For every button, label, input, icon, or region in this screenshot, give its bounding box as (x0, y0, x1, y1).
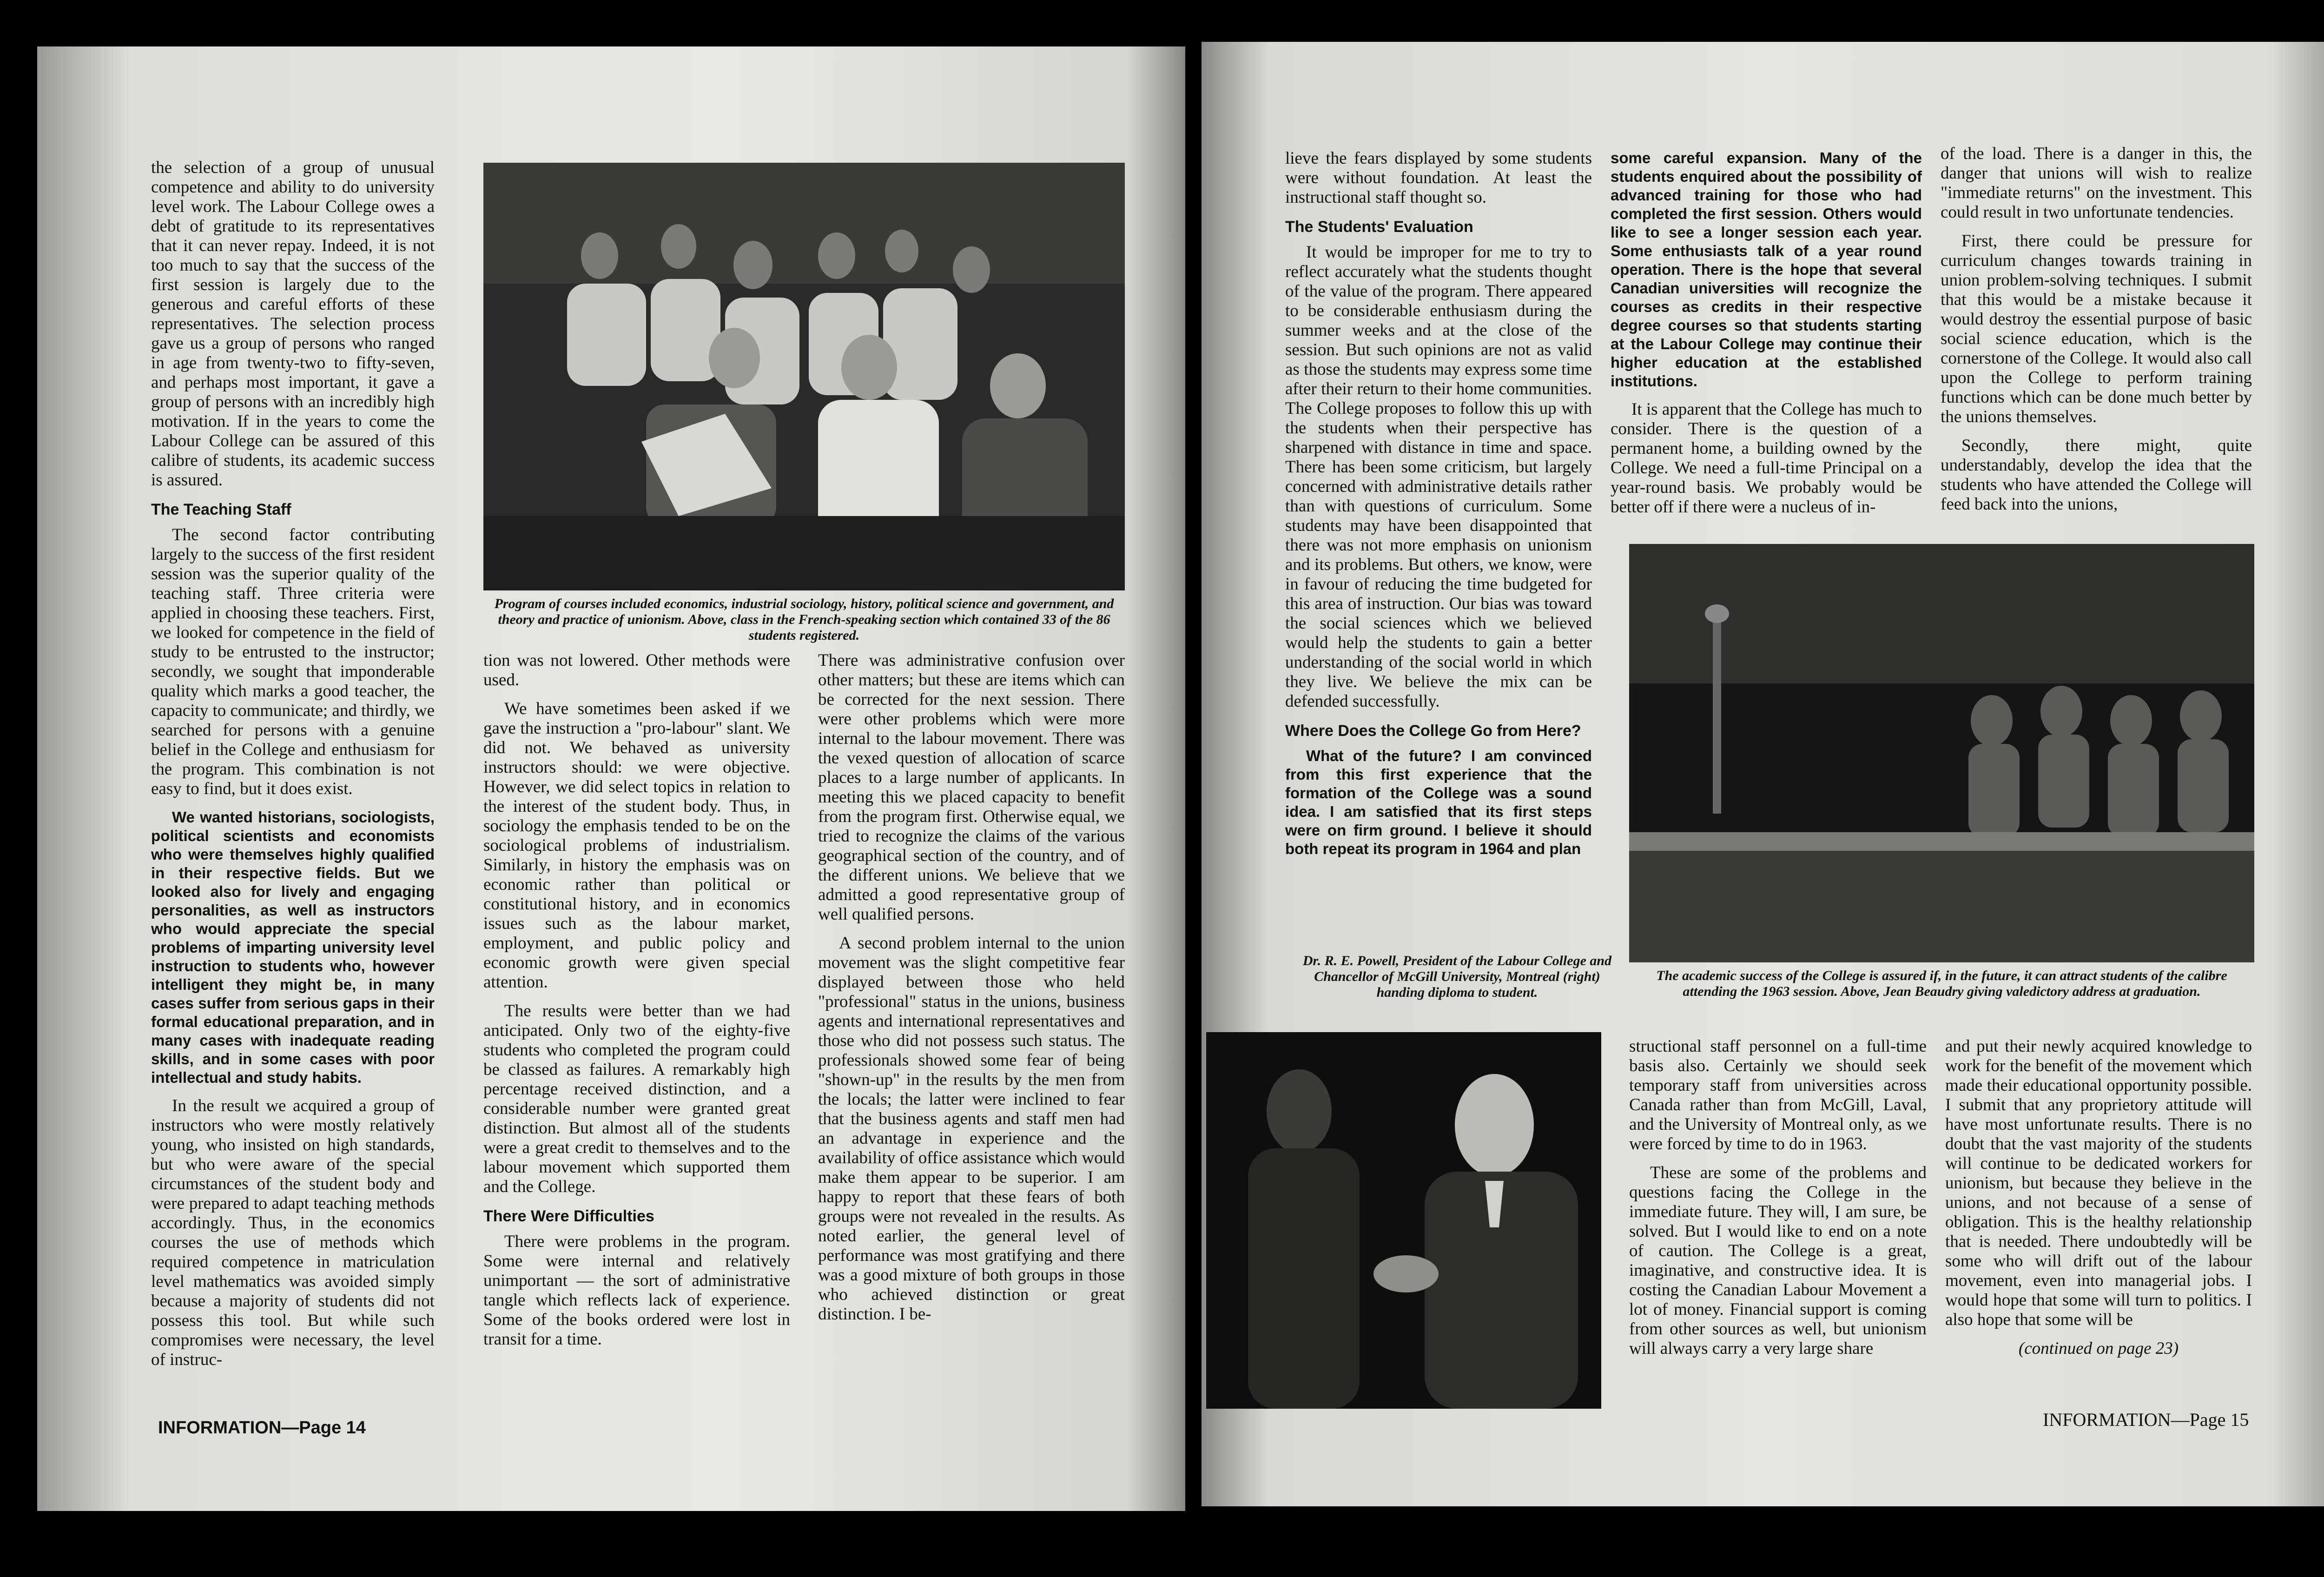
right-col3-p3: Secondly, there might, quite understandably, develop the idea that the students who have attended the College will feed back into the unions, (1941, 436, 2252, 514)
left-col2-p3: The results were better than we had anticipated. Only two of the eighty-five students who completed the program could be classed as failures. A remarkably high percentage received distinction, and a considerable number were granted great distinction. But almost all of the students were a great credit to themselves and to the labour movement which supported them and the College. (483, 1001, 790, 1196)
right-col5-p1: and put their newly acquired knowledge to work for the benefit of the movement which made their educational opportunity possible. I submit that any proprietory attitude will have most unfortunate results. There is no doubt that the vast majority of the students will continue to be dedicated workers for unionism, but because they believe in the unions, and not because of a sense of obligation. This is the healthy relationship that is needed. There undoubtedly will be some who will drift out of the labour movement, even into managerial jobs. I would hope that some will turn to politics. I also hope that some will be (1945, 1037, 2252, 1329)
left-column-2 (483, 651, 790, 1358)
right-column-1 (1285, 149, 1592, 868)
left-col2-p4: There were problems in the program. Some were internal and relatively unimportant — the sort of administrative tangle which reflects lack of experience. Some of the books ordered were lost in transit for a time. (483, 1232, 790, 1349)
right-col1-p1: lieve the fears displayed by some students were without foundation. At least the instructional staff thought so. (1285, 149, 1592, 207)
diploma-caption: Dr. R. E. Powell, President of the Labour College and Chancellor of McGill University, Montreal (right) handing diploma to student. (1302, 953, 1612, 1000)
graduation-photo (1629, 544, 2254, 962)
left-col2-p1: tion was not lowered. Other methods were used. (483, 651, 790, 689)
right-col4-p1: structional staff personnel on a full-time basis also. Certainly we should seek temporary staff from universities across Canada rather than from McGill, Laval, and the University of Montreal only, as we were forced by time to do in 1963. (1629, 1037, 1927, 1153)
graduation-photo-caption: The academic success of the College is assured if, in the future, it can attract students of the calibre attending the 1963 session. Above, Jean Beaudry giving valedictory address at graduation. (1656, 968, 2227, 999)
graduation-photo-image (1629, 544, 2254, 962)
left-column-3 (818, 651, 1125, 1333)
right-col2-bold: some careful expansion. Many of the students enquired about the possibility of advanced training for those who had completed the first session. Others would like to see a longer session each year. Some enthusiasts talk of a year round operation. There is the hope that several Canadian universities will recognize the courses as credits in their respective degree courses so that students starting at the Labour College may continue their higher education at the established institutions. (1611, 149, 1922, 390)
right-col2-p2: It is apparent that the College has much to consider. There is the question of a permanent home, a building owned by the College. We need a full-time Principal on a year-round basis. We probably would be better off if there were a nucleus of in- (1611, 400, 1922, 517)
classroom-photo (483, 163, 1125, 590)
right-page-footer: INFORMATION—Page 15 (2043, 1409, 2249, 1430)
left-col1-bold-quote: We wanted historians, sociologists, political scientists and economists who were themselves highly qualified in their respective fields. But we looked also for lively and engaging personalities, as well as instructors who would appreciate the special problems of imparting university level instruction to students who, however intelligent they might be, in many cases suffer from serious gaps in their formal educational preparation, and in many cases with inadequate reading skills, and in some cases with poor intellectual and study habits. (151, 808, 435, 1086)
left-col2-p2: We have sometimes been asked if we gave the instruction a "pro-labour" slant. We did not. We behaved as university instructors should: we were objective. However, we did select topics in relation to the interest of the student body. Thus, in sociology the emphasis tended to be on the sociological problems of industrialism. Similarly, in history the emphasis was on economic rather than political or constitutional history, and in economics issues such as the labour market, employment, and public policy and economic growth were given special attention. (483, 699, 790, 992)
diploma-photo (1206, 1032, 1601, 1409)
left-col3-p2: A second problem internal to the union movement was the slight competitive fear displayed between those who held "professional" status in the unions, business agents and international representatives and those who did not possess such status. The professionals showed some fear of being "shown-up" in the results by the men from the locals; the latter were inclined to fear that the business agents and staff men had an advantage in experience and the availability of office assistance which would make them appear to be superior. I am happy to report that these fears of both groups were not revealed in the results. As noted earlier, the general level of performance was most gratifying and there was a good mixture of both groups in those who achieved distinction or great distinction. I be- (818, 934, 1125, 1324)
diploma-photo-image (1206, 1032, 1601, 1409)
right-column-4 (1629, 1037, 1927, 1368)
continued-note: (continued on page 23) (2018, 1339, 2179, 1358)
left-page-footer: INFORMATION—Page 14 (158, 1418, 366, 1438)
right-column-3 (1941, 144, 2252, 523)
right-page (1202, 42, 2324, 1506)
right-col3-p2: First, there could be pressure for curriculum changes towards training in union problem-solving techniques. I submit that this would be a mistake because it would destroy the essential purpose of basic social science education, which is the cornerstone of the College. It would also call upon the College to perform training functions which can be done much better by the unions themselves. (1941, 232, 2252, 426)
left-col1-intro: the selection of a group of unusual competence and ability to do university level work. The Labour College owes a debt of gratitude to its representatives that it can never repay. Indeed, it is not too much to say that the success of the first session is largely due to the generous and careful efforts of these representatives. The selection process gave us a group of persons who ranged in age from twenty-two to fifty-seven, and perhaps most important, it gave a group of persons with an incredibly high motivation. If in the years to come the Labour College can be assured of this calibre of students, its academic success is assured. (151, 158, 435, 490)
right-col1-p2: It would be improper for me to try to reflect accurately what the students thought of the value of the program. There appeared to be considerable enthusiasm during the summer weeks and at the close of the session. But such opinions are not as valid as those the students may express some time after their return to their home communities. The College proposes to follow this up with the students when their perspective has sharpened with distance in time and space. There has been some criticism, but largely concerned with administrative details rather than with questions of curriculum. Some students may have been disappointed that there was not more emphasis on unionism and its problems. But others, we know, were in favour of reducing the time budgeted for this area of instruction. Our bias was toward the social sciences which we believed would help the students to gain a better understanding of the social world in which they live. We believe the mix can be defended successfully. (1285, 243, 1592, 711)
teaching-staff-heading: The Teaching Staff (151, 501, 291, 518)
right-column-5 (1945, 1037, 2252, 1368)
left-page (37, 46, 1185, 1511)
right-col3-p1: of the load. There is a danger in this, the danger that unions will wish to realize "immediate returns" on the investment. This could result in two unfortunate tendencies. (1941, 144, 2252, 222)
left-column-1 (151, 158, 435, 1379)
classroom-photo-image (483, 163, 1125, 590)
left-col1-p2: The second factor contributing largely to the success of the first resident session was the superior quality of the teaching staff. Three criteria were applied in choosing these teachers. First, we looked for competence in the field of study to be entrusted to the instructor; secondly, we sought that imponderable quality which marks a good teacher, the capacity to communicate; and thirdly, we searched for persons with a genuine belief in the College and enthusiasm for the program. This combination is not easy to find, but it does exist. (151, 525, 435, 798)
right-col1-bold: What of the future? I am convinced from this first experience that the formation of the College was a sound idea. I am satisfied that its first steps were on firm ground. I believe it should both repeat its program in 1964 and plan (1285, 747, 1592, 857)
right-col4-p2: These are some of the problems and questions facing the College in the immediate future. They will, I am sure, be solved. But I would like to end on a note of caution. The College is a great, imaginative, and constructive idea. It is costing the Canadian Labour Movement a lot of money. Financial support is coming from other sources as well, but unionism will always carry a very large share (1629, 1163, 1927, 1358)
students-evaluation-heading: The Students' Evaluation (1285, 218, 1473, 236)
difficulties-heading: There Were Difficulties (483, 1207, 654, 1225)
right-column-2 (1611, 149, 1922, 526)
future-heading: Where Does the College Go from Here? (1285, 722, 1581, 740)
left-col3-p1: There was administrative confusion over other matters; but these are items which can be corrected for the next session. There were other problems which were more internal to the labour movement. There was the vexed question of allocation of scarce places to a large number of applicants. In meeting this we placed capacity to benefit from the program first. Otherwise equal, we tried to recognize the claims of the various geographical section of the country, and of the different unions. We believe that we admitted a good representative group of well qualified persons. (818, 651, 1125, 924)
left-col1-p4: In the result we acquired a group of instructors who were mostly relatively young, who insisted on high standards, but who were aware of the special circumstances of the student body and were prepared to adapt teaching methods accordingly. Thus, in the economics courses the use of methods which required competence in matriculation level mathematics was avoided simply because a majority of students did not possess this tool. But while such compromises were necessary, the level of instruc- (151, 1096, 435, 1369)
classroom-photo-caption: Program of courses included economics, industrial sociology, history, political science and government, and theory and practice of unionism. Above, class in the French-speaking section which contained 33 of the 86 students registered. (494, 596, 1114, 643)
